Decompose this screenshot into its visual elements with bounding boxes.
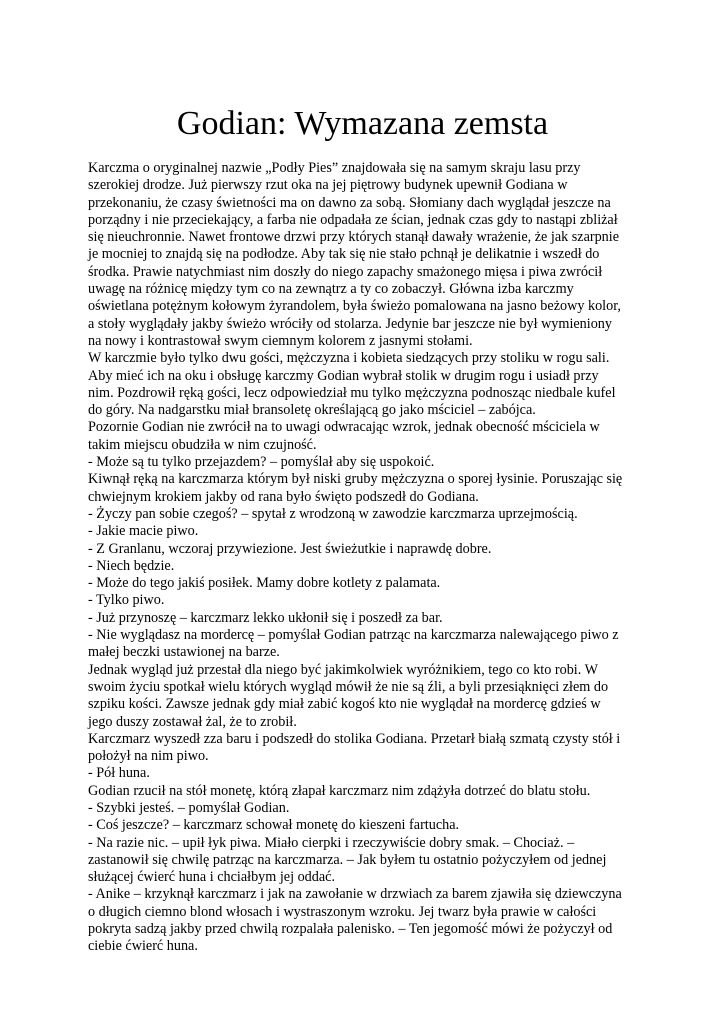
text-line: oświetlana potężnym kołowym żyrandolem, była świeżo pomalowana na jasno beżowy kolor, (88, 298, 621, 315)
text-line: o długich ciemno blond włosach i wystraszonym wzroku. Jej twarz była prawie w całości (88, 903, 597, 920)
text-line: zastanowił się chwilę patrząc na karczmarza. – Jak byłem tu ostatnio pożyczyłem od jednej (88, 851, 607, 868)
text-line: - Anike – krzyknął karczmarz i jak na zawołanie w drzwiach za barem zjawiła się dziewczyna (88, 886, 622, 903)
text-line: W karczmie było tylko dwu gości, mężczyzna i kobieta siedzących przy stoliku w rogu sali. (88, 350, 610, 367)
text-line: jego duszy zostawał żal, że to zrobił. (88, 713, 297, 730)
document-title: Godian: Wymazana zemsta (176, 105, 549, 142)
text-line: je mocniej to znajdą się na podłodze. Aby tak się nie stało pchnął je delikatnie i wszedł do (88, 246, 600, 263)
text-line: położył na nim piwo. (88, 748, 209, 765)
text-line: do góry. Na nadgarstku miał bransoletę określającą go jako mściciel – zabójca. (88, 402, 536, 419)
text-line: szpiku kości. Zawsze jednak gdy miał zabić kogoś kto nie wyglądał na mordercę gdzieś w (88, 696, 601, 713)
text-line: małej beczki ustawionej na barze. (88, 644, 280, 661)
text-line: Godian rzucił na stół monetę, którą złapał karczmarz nim zdążyła dotrzeć do blatu stołu. (88, 782, 591, 799)
text-line: - Z Granlanu, wczoraj przywiezione. Jest świeżutkie i naprawdę dobre. (88, 540, 492, 557)
text-line: - Coś jeszcze? – karczmarz schował monetę do kieszeni fartucha. (88, 817, 460, 834)
document-body (88, 160, 648, 956)
text-line: Pozornie Godian nie zwrócił na to uwagi odwracając wzrok, jednak obecność mściciela w (88, 419, 600, 436)
text-line: porządny i nie przeciekający, a farba nie odpadała ze ścian, jednak czas gdy to nastąpi zbliżał (88, 211, 618, 228)
text-line: ciebie ćwierć huna. (88, 938, 198, 955)
text-line: takim miejscu obudziła w nim czujność. (88, 436, 317, 453)
text-line: - Tylko piwo. (88, 592, 165, 609)
text-line: - Może do tego jakiś posiłek. Mamy dobre kotlety z palamata. (88, 575, 441, 592)
text-line: Kiwnął ręką na karczmarza którym był niski gruby mężczyzna o sporej łysinie. Poruszając się (88, 471, 623, 488)
text-line: przekonaniu, że czasy świetności ma on dawno za sobą. Słomiany dach wyglądał jeszcze na (88, 194, 611, 211)
text-line: - Niech będzie. (88, 557, 175, 574)
text-line: nim. Pozdrowił ręką gości, lecz odpowiedział mu tylko mężczyzna podnosząc niedbale kufel (88, 384, 616, 401)
text-line: - Pół huna. (88, 765, 150, 782)
text-line: szerokiej drodze. Już pierwszy rzut oka na jej piętrowy budynek upewnił Godiana w (88, 177, 568, 194)
text-line: - Może są tu tylko przejazdem? – pomyślał aby się uspokoić. (88, 454, 435, 471)
text-line: pokryta sadzą jakby przed chwilą rozpalała palenisko. – Ten jegomość mówi że pożyczył od (88, 921, 613, 938)
text-line: a stoły wyglądały jakby świeżo wróciły od stolarza. Jedynie bar jeszcze nie był wymieniony (88, 315, 612, 332)
text-line: - Jakie macie piwo. (88, 523, 199, 540)
text-line: środka. Prawie natychmiast nim doszły do niego zapachy smażonego mięsa i piwa zwrócił (88, 263, 603, 280)
text-line: Karczmarz wyszedł zza baru i podszedł do stolika Godiana. Przetarł białą szmatą czysty stół i (88, 730, 621, 747)
text-line: Jednak wygląd już przestał dla niego być jakimkolwiek wyróżnikiem, tego co kto robi. W (88, 661, 598, 678)
text-line: służącej ćwierć huna i chciałbym jej oddać. (88, 869, 335, 886)
text-line: - Na razie nic. – upił łyk piwa. Miało cierpki i rzeczywiście dobry smak. – Chociaż. – (88, 834, 575, 851)
text-line: - Nie wyglądasz na mordercę – pomyślał Godian patrząc na karczmarza nalewającego piwo z (88, 627, 619, 644)
text-line: chwiejnym krokiem jakby od rana było święto podszedł do Godiana. (88, 488, 479, 505)
text-line: - Już przynoszę – karczmarz lekko ukłonił się i poszedł za bar. (88, 609, 443, 626)
text-line: się nieuchronnie. Nawet frontowe drzwi przy których stanął dawały wrażenie, że jak szarpnie (88, 229, 620, 246)
text-line: swoim życiu spotkał wielu których wygląd mówił że nie są źli, a byli przesiąknięci złem do (88, 678, 609, 695)
text-line: - Życzy pan sobie czegoś? – spytał z wrodzoną w zawodzie karczmarza uprzejmością. (88, 505, 578, 522)
text-line: uwagę na różnicę między tym co na zewnątrz a ty co zobaczył. Główna izba karczmy (88, 281, 574, 298)
text-line: - Szybki jesteś. – pomyślał Godian. (88, 799, 290, 816)
text-line: na nowy i kontrastował swym ciemnym kolorem z jasnymi stołami. (88, 332, 473, 349)
text-line: Karczma o oryginalnej nazwie „Podły Pies” znajdowała się na samym skraju lasu przy (88, 160, 581, 176)
text-line: Aby mieć ich na oku i obsługę karczmy Godian wybrał stolik w drugim rogu i usiadł przy (88, 367, 599, 384)
